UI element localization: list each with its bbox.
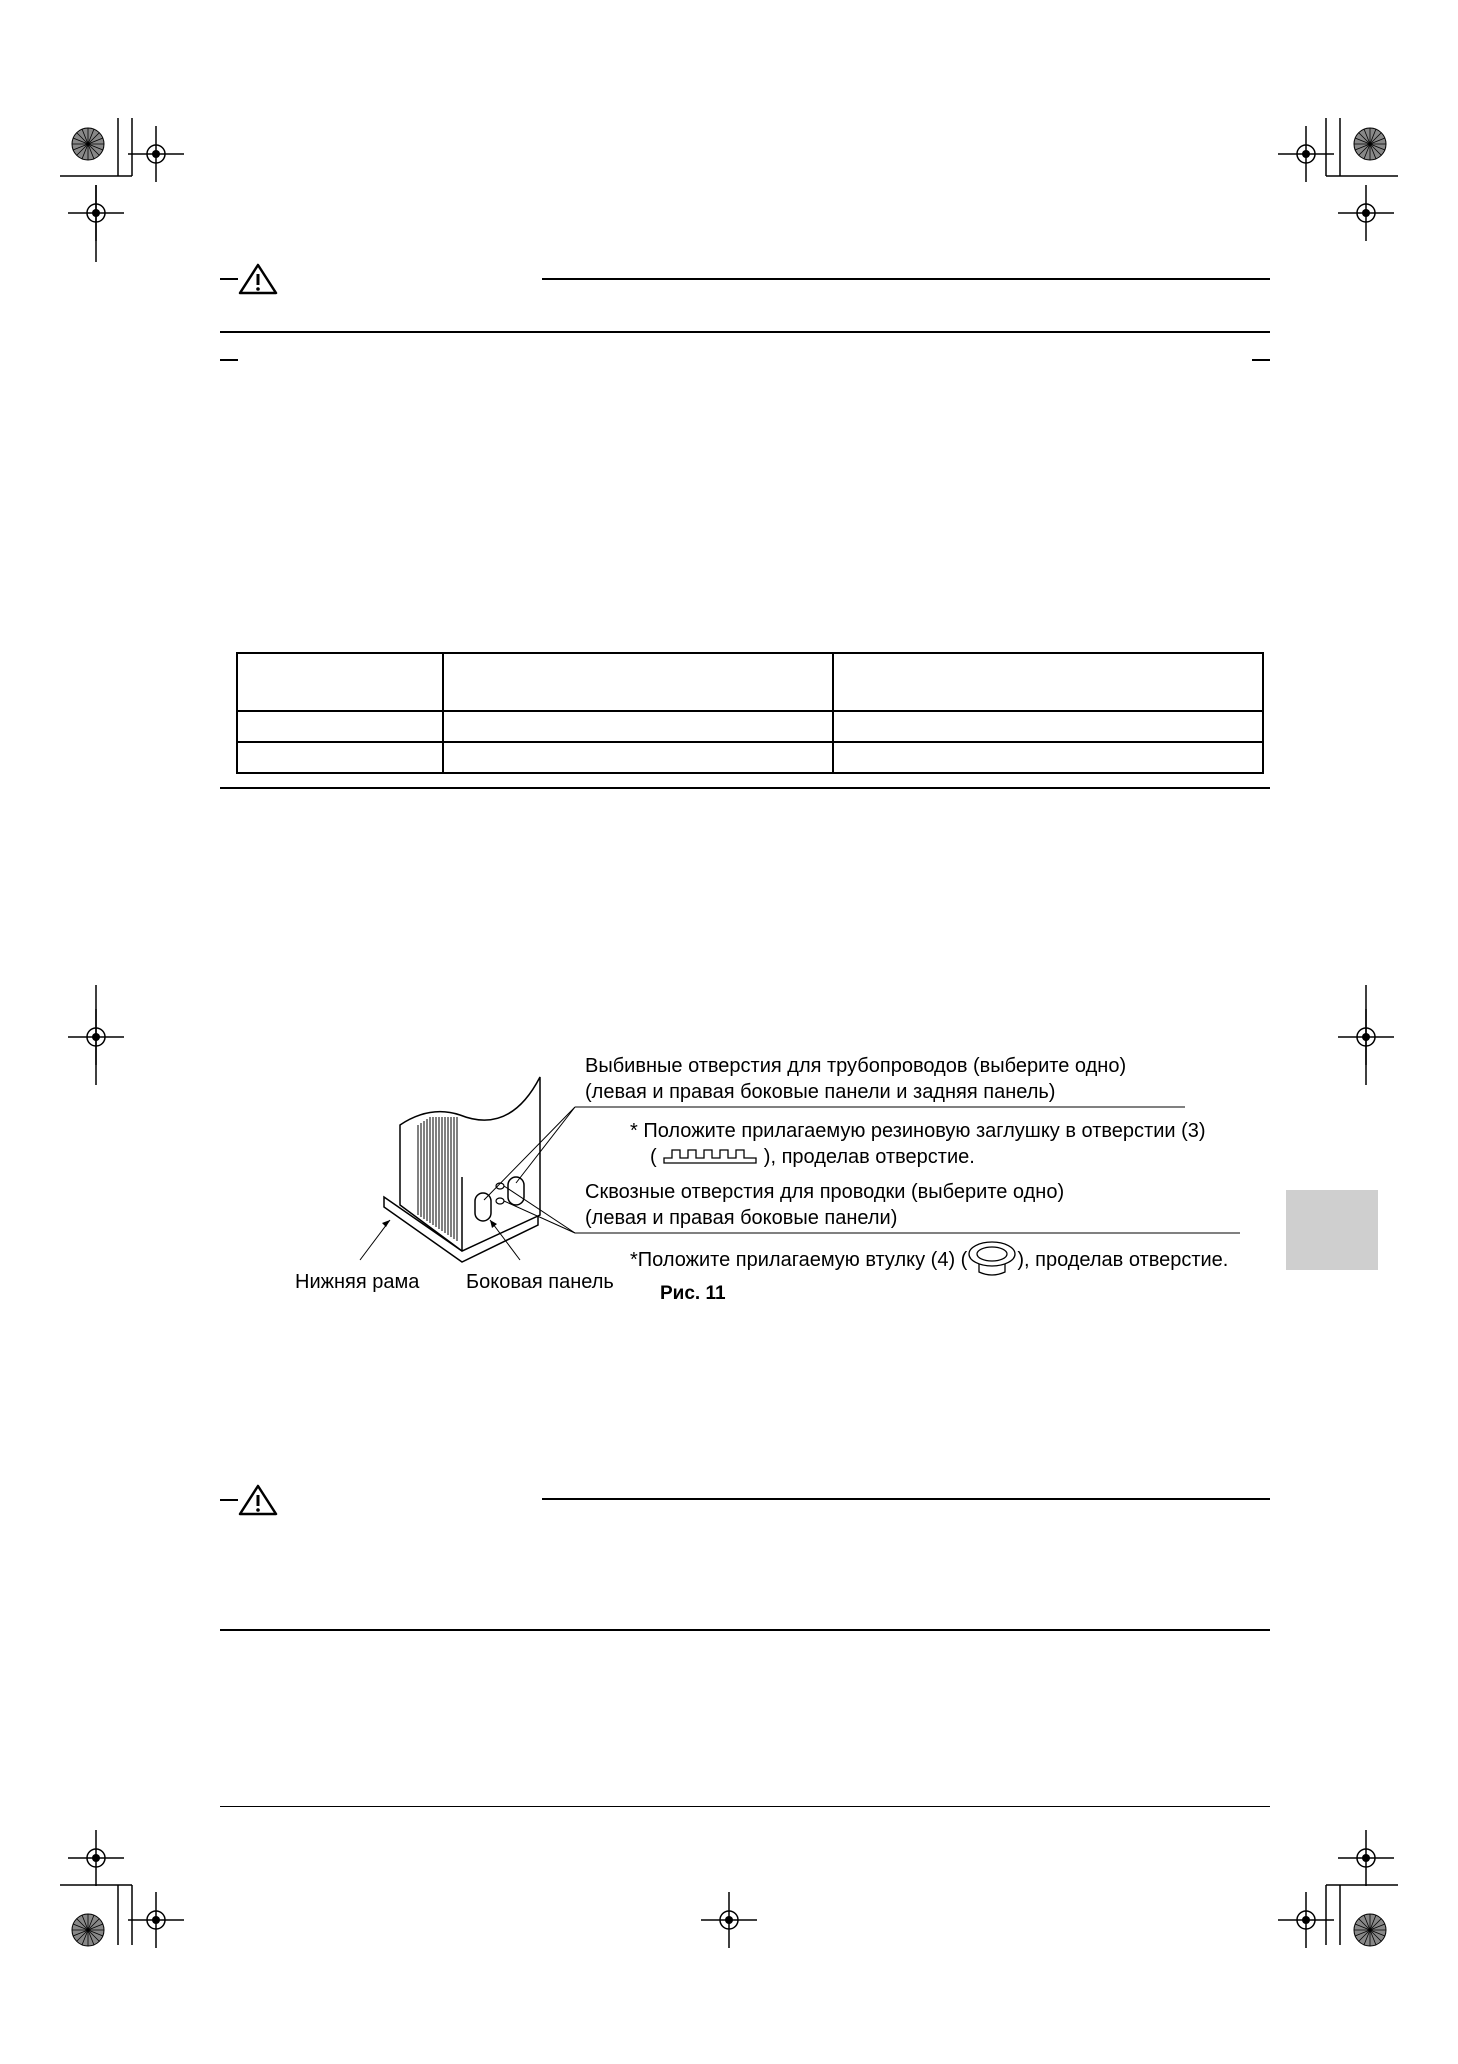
wiring-holes-title: Сквозные отверстия для проводки (выберите одно) <box>585 1181 1065 1203</box>
warning-2-bottom-rule <box>220 1629 1270 1631</box>
bushing-icon <box>967 1240 1017 1280</box>
pipe-knockouts-title: Выбивные отверстия для трубопроводов (выберите одно) <box>585 1055 1127 1077</box>
table-row <box>237 711 1263 742</box>
side-panel-label: Боковая панель <box>466 1271 614 1293</box>
spec-table <box>236 652 1264 774</box>
warning-1-bottom-rule <box>220 331 1270 333</box>
table-row <box>237 653 1263 711</box>
paren-open: ( <box>650 1146 657 1168</box>
paren-close: ), проделав отверстие. <box>763 1146 975 1168</box>
wiring-holes-subtitle: (левая и правая боковые панели) <box>585 1207 898 1229</box>
figure-caption: Рис. 11 <box>660 1283 726 1304</box>
bottom-frame-label: Нижняя рама <box>295 1271 420 1293</box>
bushing-note <box>630 1240 1228 1280</box>
section-tab <box>1286 1190 1378 1270</box>
warning-2-top-rule <box>542 1498 1270 1500</box>
section-rule <box>220 787 1270 789</box>
warning-1-tick-left <box>220 359 238 361</box>
footer-rule <box>220 1806 1270 1807</box>
rubber-plug-note-line2 <box>650 1145 975 1169</box>
rubber-plug-note: * Положите прилагаемую резиновую заглушку в отверстии (3) <box>630 1120 1206 1142</box>
pipe-knockouts-subtitle: (левая и правая боковые панели и задняя панель) <box>585 1081 1056 1103</box>
warning-1-top-rule <box>542 278 1270 280</box>
warning-icon <box>218 262 282 296</box>
warning-1-tick-right <box>1252 359 1270 361</box>
bushing-note-text: *Положите прилагаемую втулку (4) ( <box>630 1249 968 1271</box>
rubber-plug-icon <box>662 1146 758 1166</box>
table-row <box>237 742 1263 773</box>
label-leaders <box>330 1215 580 1275</box>
bushing-note-end: ), проделав отверстие. <box>1017 1249 1229 1271</box>
caution-icon <box>218 1483 282 1517</box>
